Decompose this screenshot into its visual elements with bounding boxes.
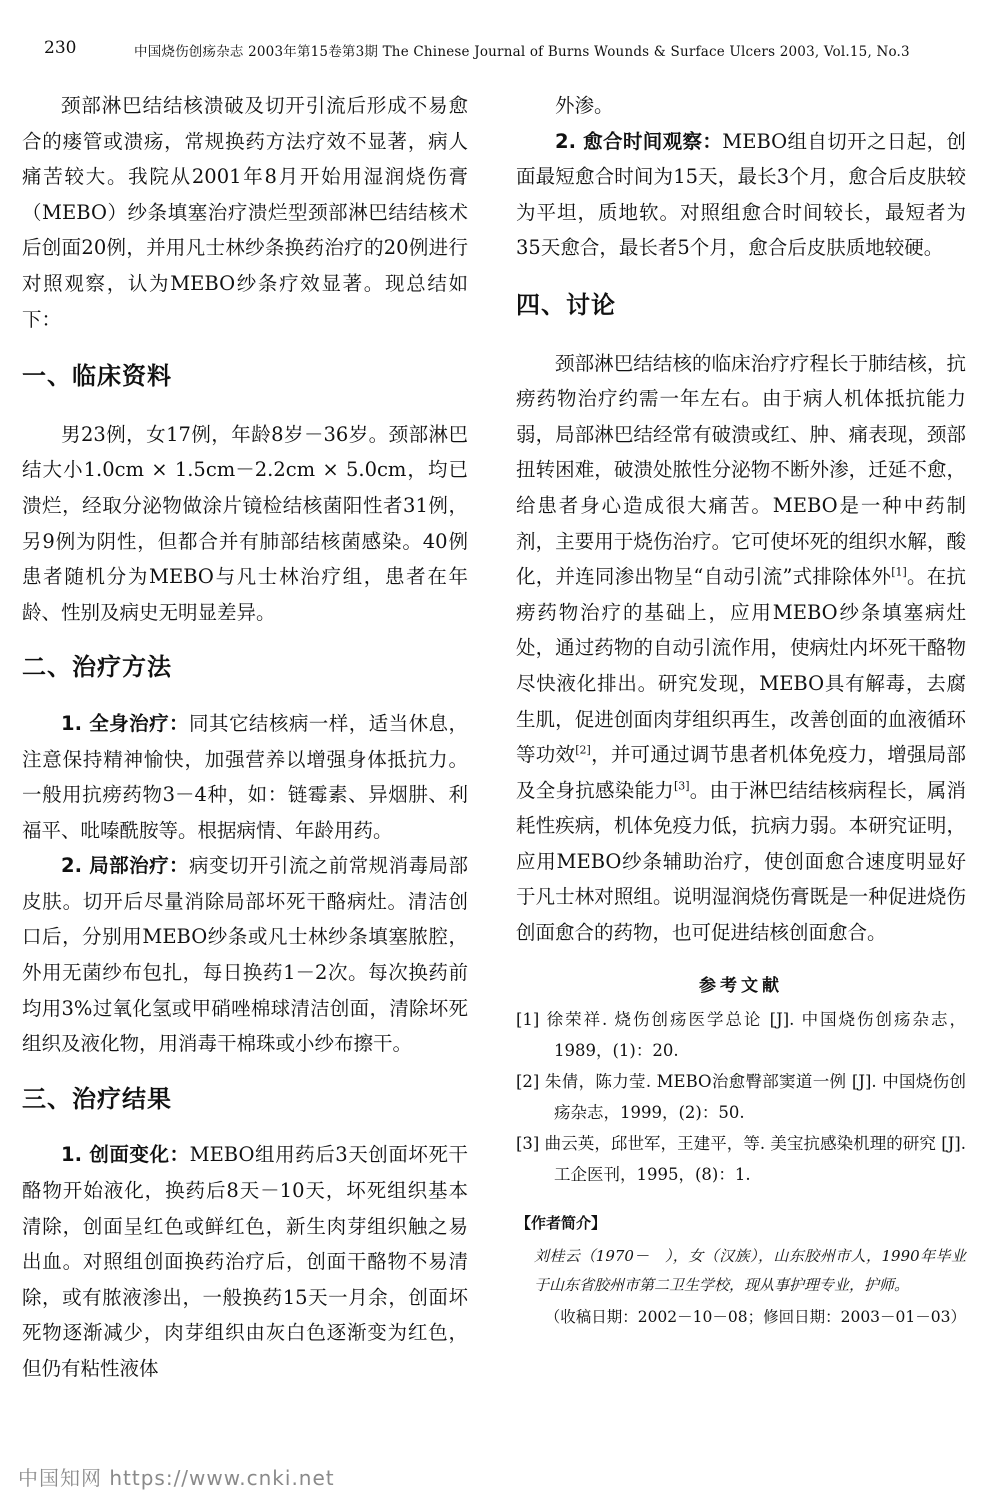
- discussion-paragraph: [516, 346, 966, 951]
- citation-2: [2]: [575, 743, 591, 757]
- section-heading-results: 三、治疗结果: [22, 1084, 172, 1113]
- section-heading-methods: 二、治疗方法: [22, 653, 172, 682]
- wound-change-paragraph: [22, 1137, 468, 1386]
- cnki-watermark: 中国知网 https://www.cnki.net: [18, 1466, 335, 1490]
- healing-time-label: 2. 愈合时间观察：: [555, 129, 723, 153]
- reference-item: [2] 朱倩，陈力莹. MEBO治愈臀部窦道一例 [J]. 中国烧伤创疡杂志，1999，(2)：50.: [516, 1072, 966, 1123]
- page-number: 230: [44, 38, 77, 58]
- journal-running-head: 中国烧伤创疡杂志 2003年第15卷第3期 The Chinese Journal of Burns Wounds & Surface Ulcers 2003, Vol.15, No.3: [134, 44, 910, 60]
- citation-3: [3]: [673, 779, 690, 793]
- wound-change-text: MEBO组用药后3天创面坏死干酪物开始液化，换药后8天－10天，坏死组织基本清除，创面呈红色或鲜红色，新生肉芽组织触之易出血。对照组创面换药治疗后，创面干酪物不易清除，或有脓液渗出，一般换药15天一月余，创面坏死物逐渐减少，肉芽组织由灰白色逐渐变为红色，但仍有粘性液体: [22, 1143, 469, 1380]
- intro-paragraph: 颈部淋巴结结核溃破及切开引流后形成不易愈合的瘘管或溃疡，常规换药方法疗效不显著，病人痛苦较大。我院从2001年8月开始用湿润烧伤膏（MEBO）纱条填塞治疗溃烂型颈部淋巴结结核术后创面20例，并用凡士林纱条换药治疗的20例进行对照观察，认为MEBO纱条疗效显著。现总结如下：: [22, 94, 468, 331]
- continuation-text: 外渗。: [555, 94, 614, 117]
- reference-item: [3] 曲云英，邱世军，王建平，等. 美宝抗感染机理的研究 [J]. 工企医刊，1995，(8)：1.: [516, 1134, 966, 1185]
- received-date: （收稿日期：2002－10－08；修回日期：2003－01－03）: [544, 1307, 966, 1326]
- citation-1: [1]: [891, 565, 907, 579]
- left-column: [22, 88, 468, 1387]
- section-heading-clinical: 一、临床资料: [22, 362, 172, 391]
- reference-item: [1] 徐荣祥. 烧伤创疡医学总论 [J]. 中国烧伤创疡杂志，1989，(1)：20.: [516, 1010, 966, 1061]
- clinical-paragraph: 男23例，女17例，年龄8岁－36岁。颈部淋巴结大小1.0cm × 1.5cm－2.2cm × 5.0cm，均已溃烂，经取分泌物做涂片镜检结核菌阳性者31例，另9例为阴性，但都合并有肺部结核菌感染。40例患者随机分为MEBO与凡士林治疗组，患者在年龄、性别及病史无明显差异。: [22, 422, 468, 624]
- systemic-treatment-text: 同其它结核病一样，适当休息，注意保持精神愉快，加强营养以增强身体抵抗力。一般用抗痨药物3－4种，如：链霉素、异烟肼、利福平、吡嗪酰胺等。根据病情、年龄用药。: [22, 711, 468, 842]
- references-title: 参考文献: [699, 975, 783, 996]
- discussion-text-2: 。在抗痨药物治疗的基础上，应用MEBO纱条填塞病灶处，通过药物的自动引流作用，使病灶内坏死干酪物尽快液化排出。研究发现，MEBO具有解毒，去腐生肌，促进创面肉芽组织再生，改善创面的血液循环等功效: [516, 565, 966, 767]
- healing-time-paragraph: [516, 124, 966, 266]
- systemic-treatment-label: 1. 全身治疗：: [61, 711, 190, 735]
- right-column: [516, 88, 966, 1335]
- healing-time-text: MEBO组自切开之日起，创面最短愈合时间为15天，最长3个月，愈合后皮肤较为平坦，质地软。对照组愈合时间较长，最短者为35天愈合，最长者5个月，愈合后皮肤质地较硬。: [516, 129, 966, 260]
- local-treatment-text: 病变切开引流之前常规消毒局部皮肤。切开后尽量消除局部坏死干酪病灶。清洁创口后，分别用MEBO纱条或凡士林纱条填塞脓腔，外用无菌纱布包扎，每日换药1－2次。每次换药前均用3%过氧化氢或甲硝唑棉球清洁创面，清除坏死组织及液化物，用消毒干棉珠或小纱布擦干。: [22, 854, 468, 1056]
- systemic-treatment-paragraph: [22, 706, 468, 848]
- author-bio-label: 【作者简介】: [516, 1214, 607, 1233]
- local-treatment-label: 2. 局部治疗：: [61, 854, 190, 878]
- author-bio-text: 刘桂云（1970－ ），女（汉族），山东胶州市人，1990年毕业于山东省胶州市第二卫生学校，现从事护理专业，护师。: [534, 1246, 966, 1294]
- wound-change-label: 1. 创面变化：: [61, 1143, 190, 1167]
- discussion-text-4: 。由于淋巴结结核病程长，属消耗性疾病，机体免疫力低，抗病力弱。本研究证明，应用MEBO纱条辅助治疗，使创面愈合速度明显好于凡士林对照组。说明湿润烧伤膏既是一种促进烧伤创面愈合的药物，也可促进结核创面愈合。: [516, 778, 966, 945]
- page-header: [44, 38, 949, 62]
- section-heading-discussion: 四、讨论: [516, 290, 616, 319]
- local-treatment-paragraph: [22, 848, 468, 1062]
- reference-list: [516, 1004, 966, 1190]
- discussion-text-3: ，并可通过调节患者机体免疫力，增强局部及全身抗感染能力: [516, 743, 966, 802]
- discussion-text-1: 颈部淋巴结结核的临床治疗疗程长于肺结核，抗痨药物治疗约需一年左右。由于病人机体抵抗能力弱，局部淋巴结经常有破溃或红、肿、痛表现，颈部扭转困难，破溃处脓性分泌物不断外渗，迁延不愈，给患者身心造成很大痛苦。MEBO是一种中药制剂，主要用于烧伤治疗。它可使坏死的组织水解，酸化，并连同渗出物呈“自动引流”式排除体外: [516, 351, 966, 589]
